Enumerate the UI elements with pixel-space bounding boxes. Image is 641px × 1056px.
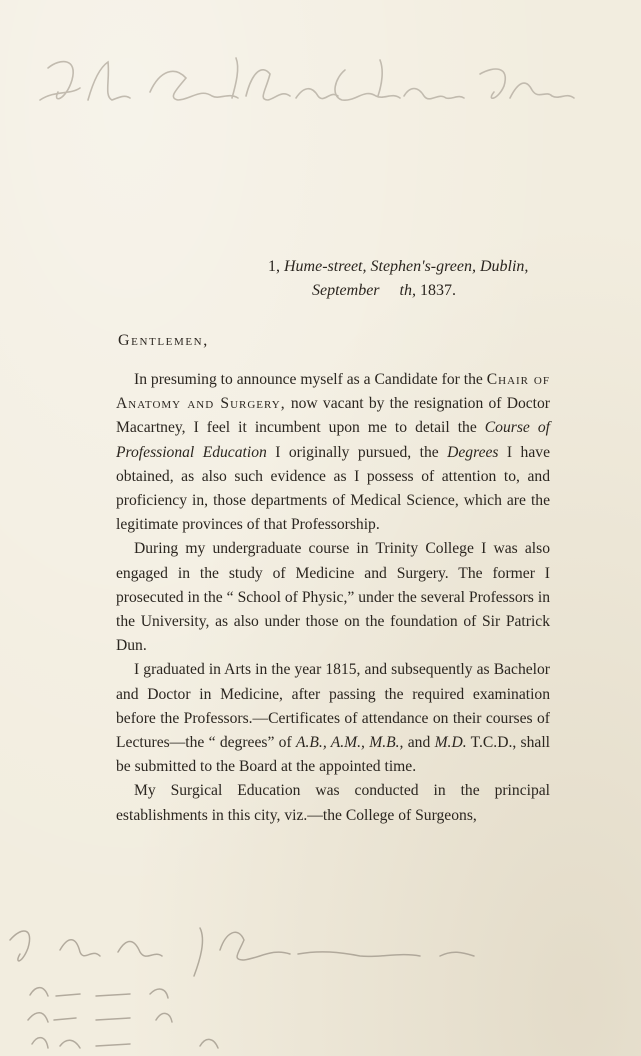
address-street: Hume-street, Stephen's-green, Dublin, [284,258,529,275]
address-date-line [268,279,628,303]
p1-text-a: In presuming to announce myself as a Candidate for the [134,371,487,388]
degrees-word: Degrees [447,443,499,461]
paragraph-2: During my undergraduate course in Trinity College I was also engaged in the study of Medicine and Surgery. The former I prosecuted in the “ School of Physic,” under the several Professors in the University, as also under those on the foundation of Sir Patrick Dun. [116,540,550,655]
date-month: September [312,282,380,299]
date-day-suffix: th, [399,282,416,299]
salutation: Gentlemen, [118,332,209,349]
sender-address [268,255,628,303]
date-year: 1837. [419,282,456,299]
md-degree: M.D. [434,734,467,752]
degree-list: A.B., A.M., M.B., [295,734,404,752]
paragraph-1 [116,368,550,537]
p3-text-e: T.C.D., shall be submitted to the Board at the appointed time. [116,734,551,776]
course-phrase: Course of Professional Education [116,419,550,461]
address-number: 1, [268,258,280,275]
p3-text-a: I graduated in Arts in the year 1815, and subsequently as Bachelor and Doctor in Medicine, after passing the required examination before the Professors.—Certificates of attendance on their courses of Lectures—the “ degrees” of [116,661,550,752]
p1-text-e: I originally pursued, the [266,443,448,461]
address-street-line [268,255,628,279]
p3-text-c: and [403,734,435,752]
letter-body [116,368,550,828]
paragraph-3 [116,658,550,779]
chair-title: Chair of Anatomy and Surgery, [116,371,550,413]
paragraph-4: My Surgical Education was conducted in the principal establishments in this city, viz.—the College of Surgeons, [116,782,550,824]
p1-text-c: now vacant by the resignation of Doctor Macartney, I feel it incumbent upon me to detail the [116,395,551,437]
p1-text-g: I have obtained, as also such evidence as I possess of attention to, and proficiency in, those departments of Medical Science, which are the legitimate provinces of that Professorship. [116,443,550,534]
